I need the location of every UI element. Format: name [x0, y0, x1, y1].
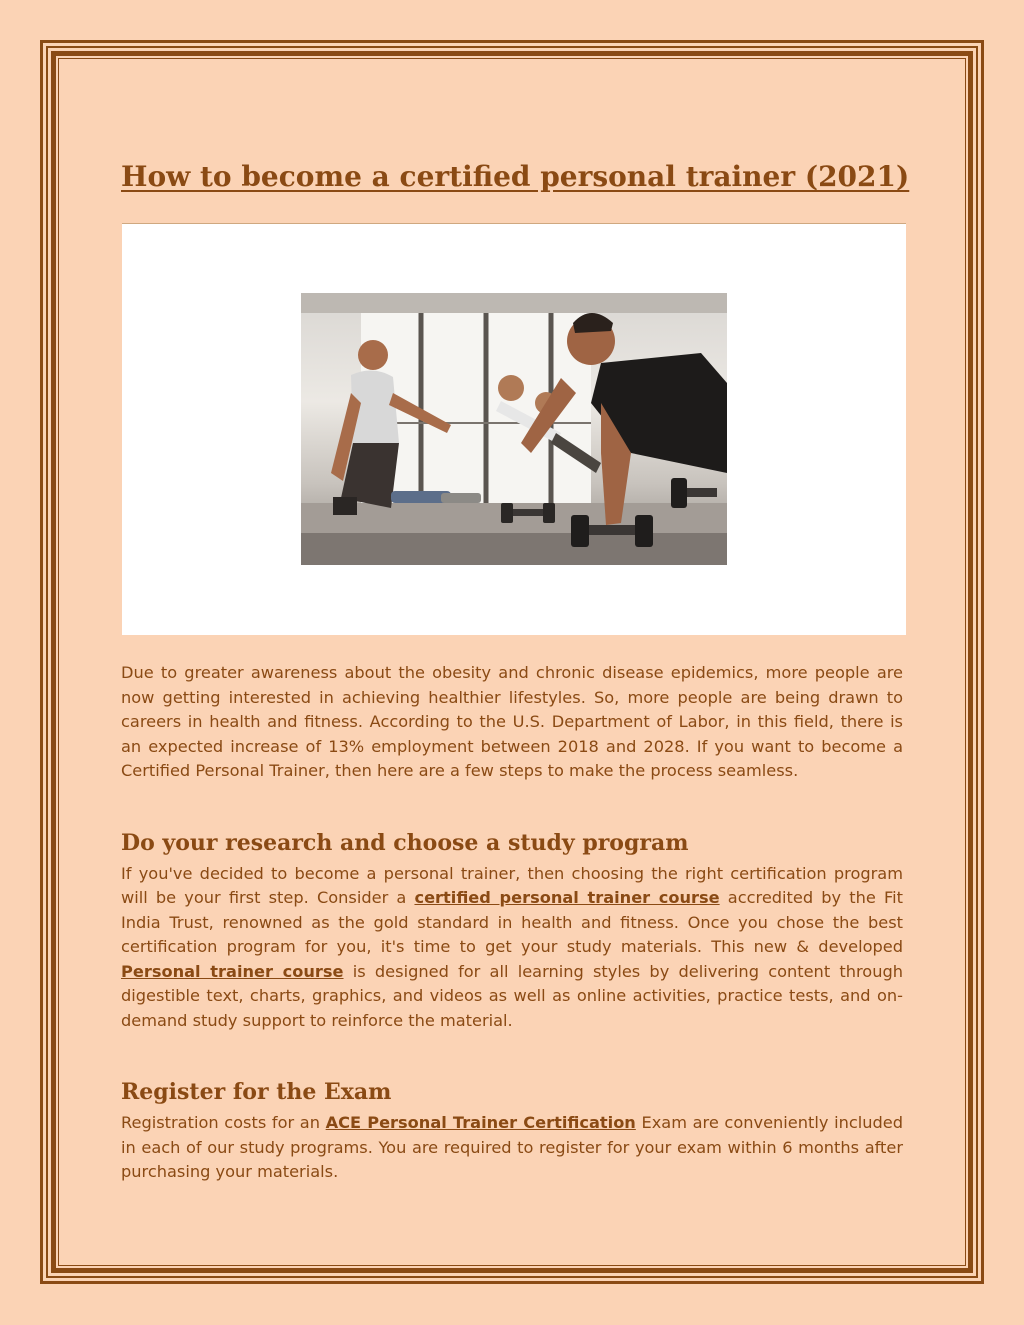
research-text-part-1: If you've decided to become a personal trainer, then choosing the right certification program will be your first step. Consider a — [121, 863, 903, 907]
fitness-class-photo-icon — [301, 293, 727, 565]
research-paragraph — [121, 862, 903, 1034]
certified-personal-trainer-course-link[interactable]: certified personal trainer course — [414, 888, 720, 907]
intro-paragraph: Due to greater awareness about the obesity and chronic disease epidemics, more people are now getting interested in achieving healthier lifestyles. So, more people are being drawn to careers in health and fitness. According to the U.S. Department of Labor, in this field, there is an expected increase of 13% employment between 2018 and 2028. If you want to become a Certified Personal Trainer, then here are a few steps to make the process seamless. — [121, 663, 903, 780]
ace-certification-link[interactable]: ACE Personal Trainer Certification — [325, 1113, 636, 1132]
register-text-part-1: Registration costs for an — [121, 1113, 326, 1132]
section-heading-research: Do your research and choose a study program — [121, 829, 689, 856]
research-text-part-3: is designed for all learning styles by delivering content through digestible text, charts, graphics, and videos as well as online activities, practice tests, and on-demand study support to reinforce the material. — [121, 961, 903, 1030]
research-text-part-2: accredited by the Fit India Trust, renowned as the gold standard in health and fitness. Once you chose the best certification program for you, it's time to get your study materials. This new & developed — [121, 888, 903, 956]
page-title: How to become a certified personal trainer (2021) — [121, 160, 910, 193]
register-text-part-2: Exam are conveniently included in each of our study programs. You are required to register for your exam within 6 months after purchasing your materials. — [121, 1113, 903, 1181]
register-paragraph — [121, 1111, 903, 1185]
image-container — [122, 223, 906, 635]
personal-trainer-course-link[interactable]: Personal trainer course — [121, 961, 344, 981]
article — [121, 160, 910, 1185]
section-heading-register: Register for the Exam — [121, 1079, 392, 1105]
